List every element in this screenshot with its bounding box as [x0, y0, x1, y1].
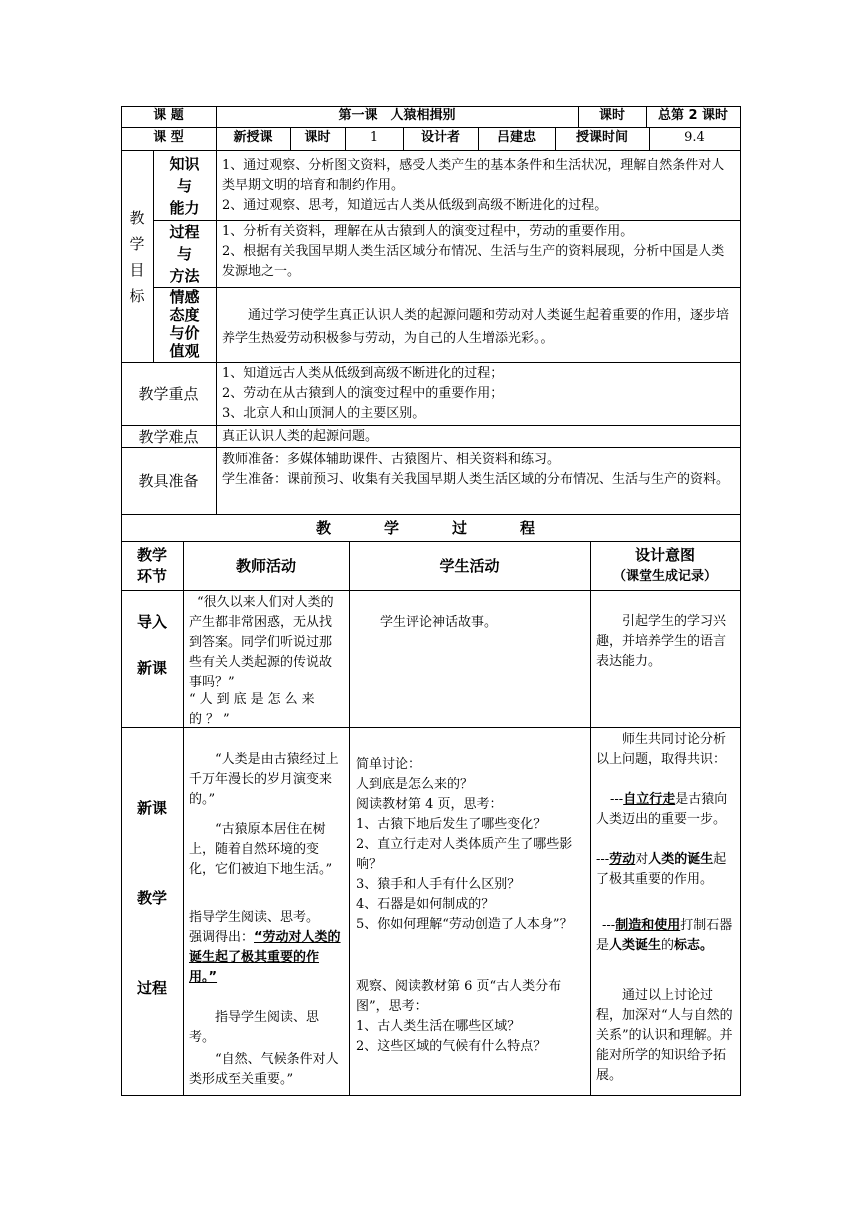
emotion-label: 情感 [169, 288, 200, 306]
stage-header: 环节 [136, 567, 167, 585]
designer-value: 吕建忠 [496, 130, 536, 145]
main-design-p3 [596, 850, 734, 890]
process-title-char: 教 [316, 519, 332, 537]
key-point-item: 2、劳动在从古猿到人的演变过程中的重要作用； [222, 386, 504, 401]
process-title-char: 程 [520, 519, 536, 537]
prep-label: 教具准备 [138, 472, 199, 490]
lesson-topic-value: 第一课 人猿相揖别 [338, 108, 456, 123]
student-line: 简单讨论： [356, 757, 422, 772]
main-teacher-p6: “自然、气候条件对人类形成至关重要。” [189, 1052, 339, 1087]
table-line [121, 425, 741, 426]
knowledge-goal-2: 2、通过观察、思考，知道远古人类从低级到高级不断进化的过程。 [222, 198, 608, 213]
human-birth-term: 人类的诞生 [648, 852, 714, 867]
process-goal-1: 1、分析有关资料，理解在从古猿到人的演变过程中，劳动的重要作用。 [222, 224, 634, 239]
lesson-topic-label: 课 题 [153, 108, 184, 123]
difficulty-label: 教学难点 [138, 428, 199, 446]
intro-design-text: 引起学生的学习兴趣，并培养学生的语言表达能力。 [596, 614, 727, 669]
teacher-prep: 教师准备：多媒体辅助课件、古猿图片、相关资料和练习。 [222, 452, 561, 467]
goals-label-char: 学 [129, 235, 145, 253]
student-line: 5、你如何理解“劳动创造了人本身”？ [356, 917, 573, 932]
designer-label: 设计者 [420, 130, 460, 145]
knowledge-label: 能力 [169, 199, 200, 217]
main-design-p5: 通过以上讨论过程，加深对“人与自然的关系”的认识和理解。并能对所学的知识给予拓展。 [596, 988, 733, 1083]
teaching-date-value: 9.4 [684, 130, 705, 145]
main-stage-label: 新课 [136, 799, 167, 817]
design-intent-header: 设计意图 [634, 546, 695, 564]
table-line [740, 106, 741, 1096]
process-title-char: 过 [452, 519, 468, 537]
emphasis-conclusion: “劳动对人类的诞生起了极其重要的作用。” [189, 930, 341, 985]
lesson-type-value: 新授课 [233, 130, 273, 145]
human-birth-term: 人类诞生 [609, 938, 662, 953]
design-text: 的 [661, 938, 675, 953]
goals-label-char: 教 [129, 209, 145, 227]
knowledge-label: 知识 [169, 155, 200, 173]
emotion-label: 态度 [169, 306, 200, 324]
upright-walking: 自立行走 [623, 792, 676, 807]
main-student-discussion [356, 755, 586, 935]
dash-prefix: --- [596, 852, 610, 867]
design-intent-subheader: （课堂生成记录） [612, 569, 717, 584]
dash-prefix: --- [610, 792, 624, 807]
table-line [590, 541, 591, 1095]
main-stage-label: 教学 [136, 889, 167, 907]
main-design-p4 [596, 916, 734, 956]
main-stage-label: 过程 [136, 979, 167, 997]
student-activity-header: 学生活动 [439, 557, 500, 575]
period-value: 1 [369, 130, 379, 145]
main-design-p1: 师生共同讨论分析以上问题，取得共识： [596, 732, 727, 767]
knowledge-goal-1: 1、通过观察、分析图文资料，感受人类产生的基本条件和生活状况，理解自然条件对人类早期文明的培育和制约作用。 [222, 158, 725, 193]
intro-stage-label: 导入 [136, 613, 167, 631]
table-line [121, 541, 741, 542]
student-line: 人到底是怎么来的？ [356, 777, 474, 792]
process-label: 过程 [169, 223, 200, 241]
period-label: 课时 [304, 130, 331, 145]
table-line [121, 106, 122, 1096]
student-line: 阅读教材第 4 页，思考： [356, 797, 503, 812]
knowledge-label: 与 [176, 177, 192, 195]
table-line [216, 150, 217, 362]
intro-student-text: 学生评论神话故事。 [380, 615, 498, 630]
table-line [153, 287, 741, 288]
main-teacher-p2: “古猿原本居住在树上，随着自然环境的变化，它们被迫下地生活。” [189, 822, 333, 877]
goals-label-char: 标 [129, 287, 145, 305]
table-line [153, 220, 741, 221]
intro-teacher-text: “很久以来人们对人类的产生都非常困惑，无从找到答案。同学们听说过那些有关人类起源的传说故事吗？” [189, 595, 334, 690]
table-line [349, 541, 350, 1095]
student-prep: 学生准备：课前预习、收集有关我国早期人类生活区域的分布情况、生活与生产的资料。 [222, 472, 730, 487]
goals-label-char: 目 [129, 261, 145, 279]
intro-stage-label: 新课 [136, 659, 167, 677]
table-line [183, 541, 184, 1095]
process-label: 与 [176, 245, 192, 263]
emotion-label: 值观 [169, 342, 200, 360]
table-line [121, 590, 741, 591]
table-line [121, 150, 741, 151]
emotion-goal: 通过学习使学生真正认识人类的起源问题和劳动对人类诞生起着重要的作用，逐步培养学生热爱劳动积极参与劳动，为自己的人生增添光彩。。 [222, 308, 730, 346]
lesson-type-label: 课 型 [153, 130, 184, 145]
process-label: 方法 [169, 267, 200, 285]
student-line: 4、石器是如何制成的？ [356, 897, 495, 912]
tool-making-term: 制造和使用 [615, 918, 681, 933]
symbol-term: 标志。 [674, 938, 714, 953]
design-text: 起了极其重要的作用。 [596, 852, 727, 887]
student-line: 2、这些区域的气候有什么特点？ [356, 1039, 547, 1054]
table-line [121, 514, 741, 515]
table-line [121, 362, 741, 363]
teaching-date-label: 授课时间 [575, 130, 628, 145]
lesson-hours-value: 总第 2 课时 [657, 108, 729, 123]
lesson-hours-label: 课时 [598, 108, 625, 123]
dash-prefix: --- [602, 918, 616, 933]
main-teacher-p1: “人类是由古猿经过上千万年漫长的岁月演变来的。” [189, 752, 339, 807]
student-line: 1、古人类生活在哪些区域？ [356, 1019, 521, 1034]
key-point-item: 3、北京人和山顶洞人的主要区别。 [222, 406, 426, 421]
main-teacher-p3: 指导学生阅读、思考。 [189, 910, 320, 925]
table-line [216, 362, 217, 514]
process-title-char: 学 [384, 519, 400, 537]
main-design-p2 [596, 790, 734, 830]
labor-term: 劳动 [609, 852, 636, 867]
student-line: 观察、阅读教材第 6 页“古人类分布图”，思考： [356, 979, 562, 1014]
design-text: 打制石器是 [596, 918, 733, 953]
design-text: 对 [635, 852, 649, 867]
key-point-item: 1、知道远古人类从低级到高级不断进化的过程； [222, 366, 504, 381]
stage-header: 教学 [136, 546, 167, 564]
process-goal-2: 2、根据有关我国早期人类生活区域分布情况、生活与生产的资料展现，分析中国是人类发源地之一。 [222, 244, 725, 279]
key-points-label: 教学重点 [138, 385, 199, 403]
student-line: 2、直立行走对人类体质产生了哪些影响？ [356, 837, 573, 872]
teacher-activity-header: 教师活动 [235, 557, 296, 575]
table-line [121, 447, 741, 448]
main-student-map [356, 977, 586, 1057]
table-line [121, 1095, 741, 1096]
design-text: 是古猿向人类迈出的重要一步。 [596, 792, 728, 827]
emphasis-prefix: 强调得出： [189, 930, 255, 945]
emotion-label: 与价 [169, 324, 200, 342]
main-teacher-p5: 指导学生阅读、思考。 [189, 1010, 320, 1045]
main-teacher-p4 [189, 928, 343, 988]
intro-teacher-question: “人到底是怎么来的？” [189, 692, 319, 727]
student-line: 1、古猿下地后发生了哪些变化？ [356, 817, 547, 832]
student-line: 3、猿手和人手有什么区别？ [356, 877, 521, 892]
difficulty-text: 真正认识人类的起源问题。 [222, 429, 379, 444]
